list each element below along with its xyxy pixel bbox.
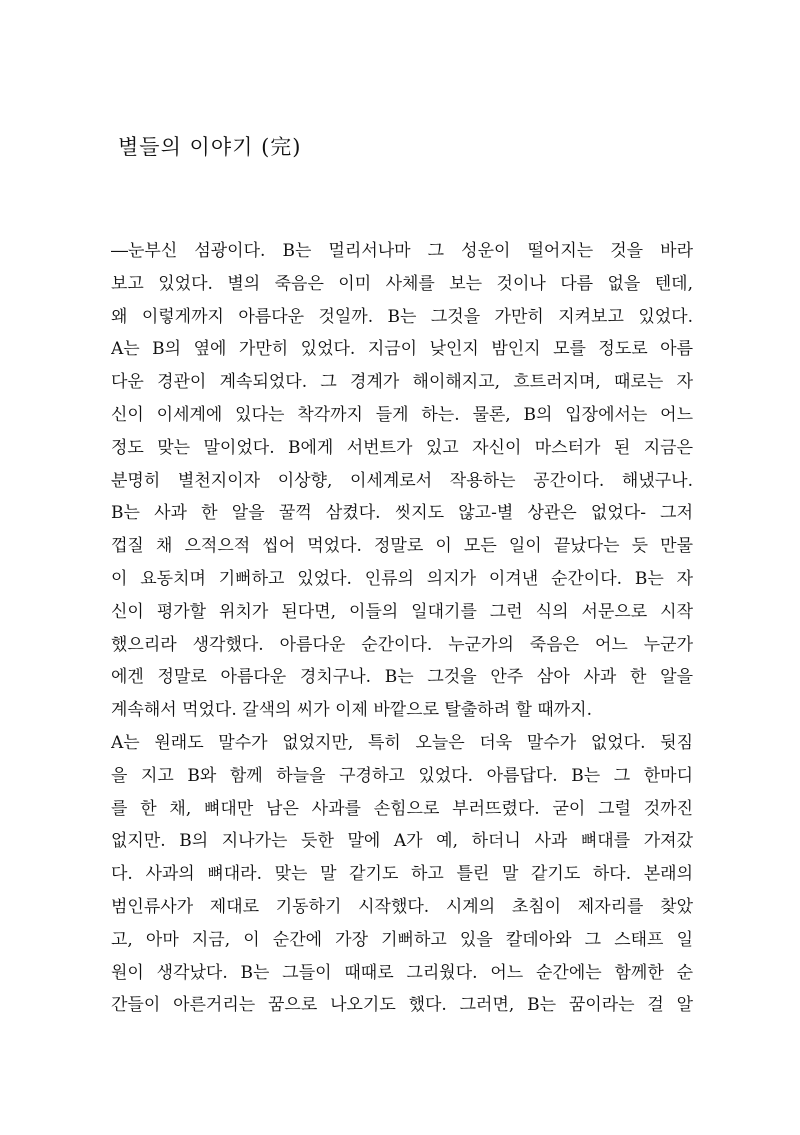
- text-line: 이 요동치며 기뻐하고 있었다. 인류의 의지가 이겨낸 순간이다. B는 자: [111, 568, 693, 589]
- text-line: 범인류사가 제대로 기동하기 시작했다. 시계의 초침이 제자리를 찾았: [111, 896, 693, 917]
- paragraph-2: [111, 727, 693, 1022]
- text-line: 간들이 아른거리는 꿈으로 나오기도 했다. 그러면, B는 꿈이라는 걸 알: [111, 995, 693, 1016]
- text-line: 정도 맞는 말이었다. B에게 서번트가 있고 자신이 마스터가 된 지금은: [111, 437, 693, 458]
- document-title: 별들의 이야기 (完): [118, 135, 302, 159]
- text-line: 다. 사과의 뼈대라. 맞는 말 같기도 하고 틀린 말 같기도 하다. 본래의: [111, 864, 693, 885]
- text-line: 분명히 별천지이자 이상향, 이세계로서 작용하는 공간이다. 해냈구나.: [111, 470, 693, 491]
- text-line: 신이 이세계에 있다는 착각까지 들게 하는. 물론, B의 입장에서는 어느: [111, 404, 693, 425]
- text-line: 을 지고 B와 함께 하늘을 구경하고 있었다. 아름답다. B는 그 한마디: [111, 765, 693, 786]
- text-line: 했으리라 생각했다. 아름다운 순간이다. 누군가의 죽음은 어느 누군가: [111, 634, 693, 655]
- text-line: ―눈부신 섬광이다. B는 멀리서나마 그 성운이 떨어지는 것을 바라: [111, 241, 693, 261]
- text-line: 없지만. B의 지나가는 듯한 말에 A가 예, 하더니 사과 뼈대를 가져갔: [111, 831, 693, 852]
- text-line: A는 원래도 말수가 없었지만, 특히 오늘은 더욱 말수가 없었다. 뒷짐: [111, 733, 693, 753]
- text-line: 다운 경관이 계속되었다. 그 경계가 해이해지고, 흐트러지며, 때로는 자: [111, 372, 693, 393]
- text-line: 를 한 채, 뼈대만 남은 사과를 손힘으로 부러뜨렸다. 굳이 그럴 것까진: [111, 798, 693, 819]
- text-line: 보고 있었다. 별의 죽음은 이미 사체를 보는 것이나 다름 없을 텐데,: [111, 273, 693, 294]
- paragraph-1: [111, 235, 693, 727]
- text-line: 에겐 정말로 아름다운 경치구나. B는 그것을 안주 삼아 사과 한 알을: [111, 667, 693, 688]
- text-line: B는 사과 한 알을 꿀꺽 삼켰다. 씻지도 않고-별 상관은 없었다- 그저: [111, 503, 693, 524]
- text-line: 신이 평가할 위치가 된다면, 이들의 일대기를 그런 식의 서문으로 시작: [111, 601, 693, 622]
- text-line: 껍질 채 으적으적 씹어 먹었다. 정말로 이 모든 일이 끝났다는 듯 만물: [111, 536, 693, 557]
- text-line: A는 B의 옆에 가만히 있었다. 지금이 낮인지 밤인지 모를 정도로 아름: [111, 339, 693, 360]
- text-line: 계속해서 먹었다. 갈색의 씨가 이제 바깥으로 탈출하려 할 때까지.: [111, 700, 593, 721]
- text-line: 원이 생각났다. B는 그들이 때때로 그리웠다. 어느 순간에는 함께한 순: [111, 962, 693, 983]
- text-line: 고, 아마 지금, 이 순간에 가장 기뻐하고 있을 칼데아와 그 스태프 일: [111, 929, 693, 950]
- text-line: 왜 이렇게까지 아름다운 것일까. B는 그것을 가만히 지켜보고 있었다.: [111, 306, 693, 327]
